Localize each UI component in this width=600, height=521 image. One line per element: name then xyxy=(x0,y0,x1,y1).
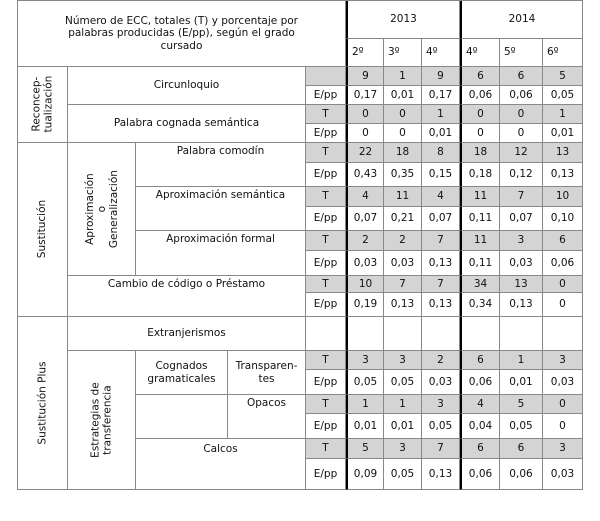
value-cell: 13 xyxy=(543,143,583,163)
value-cell: 1 xyxy=(346,395,384,414)
value-cell xyxy=(346,317,384,351)
value-cell: 11 xyxy=(460,231,500,251)
value-cell xyxy=(422,317,460,351)
value-cell: 6 xyxy=(543,231,583,251)
value-cell: 9 xyxy=(422,67,460,86)
unit-cell: T xyxy=(306,351,346,370)
value-cell: 0,13 xyxy=(384,293,422,317)
row-label: Palabra cognada semántica xyxy=(68,105,306,143)
value-cell: 0,11 xyxy=(460,207,500,231)
year-2014: 2014 xyxy=(460,1,583,39)
value-cell: 0 xyxy=(500,105,543,124)
value-cell: 0,01 xyxy=(384,86,422,105)
grade-header: 3º xyxy=(384,39,422,67)
value-cell: 0,01 xyxy=(500,370,543,395)
unit-cell: E/pp xyxy=(306,459,346,490)
row-label: Extranjerismos xyxy=(68,317,306,351)
unit-cell: T xyxy=(306,439,346,459)
value-cell: 6 xyxy=(460,351,500,370)
value-cell: 0,15 xyxy=(422,163,460,187)
value-cell: 0,17 xyxy=(422,86,460,105)
value-cell: 3 xyxy=(543,351,583,370)
value-cell: 0,07 xyxy=(422,207,460,231)
unit-cell: E/pp xyxy=(306,293,346,317)
value-cell: 3 xyxy=(500,231,543,251)
value-cell: 1 xyxy=(422,105,460,124)
value-cell: 6 xyxy=(460,439,500,459)
value-cell: 0,10 xyxy=(543,207,583,231)
row-label: Palabra comodín xyxy=(136,143,306,187)
value-cell: 1 xyxy=(500,351,543,370)
grade-header: 4º xyxy=(460,39,500,67)
value-cell: 0 xyxy=(543,414,583,439)
value-cell: 0,01 xyxy=(384,414,422,439)
value-cell: 0,13 xyxy=(422,293,460,317)
value-cell: 0,35 xyxy=(384,163,422,187)
unit-cell: T xyxy=(306,395,346,414)
value-cell: 6 xyxy=(460,67,500,86)
row-label: Transparen- tes xyxy=(228,351,306,395)
value-cell: 0 xyxy=(460,105,500,124)
value-cell: 0,06 xyxy=(460,370,500,395)
value-cell: 0,11 xyxy=(460,251,500,276)
group-substitution xyxy=(18,143,68,317)
value-cell: 10 xyxy=(543,187,583,207)
group-reconceptualization xyxy=(18,67,68,143)
unit-cell: E/pp xyxy=(306,207,346,231)
value-cell: 0 xyxy=(384,124,422,143)
value-cell: 7 xyxy=(422,439,460,459)
unit-cell: E/pp xyxy=(306,163,346,187)
value-cell xyxy=(384,317,422,351)
value-cell: 4 xyxy=(346,187,384,207)
value-cell: 0,03 xyxy=(346,251,384,276)
grade-header: 5º xyxy=(500,39,543,67)
value-cell: 0 xyxy=(346,105,384,124)
value-cell: 0,05 xyxy=(543,86,583,105)
value-cell: 22 xyxy=(346,143,384,163)
unit-cell: E/pp xyxy=(306,370,346,395)
value-cell: 0,01 xyxy=(422,124,460,143)
value-cell: 0,07 xyxy=(500,207,543,231)
row-label: Aproximación formal xyxy=(136,231,306,276)
value-cell: 0,01 xyxy=(346,414,384,439)
value-cell xyxy=(460,317,500,351)
grade-header: 6º xyxy=(543,39,583,67)
value-cell: 0,06 xyxy=(500,459,543,490)
group-substitution-plus xyxy=(18,317,68,490)
value-cell: 4 xyxy=(460,395,500,414)
unit-cell: T xyxy=(306,143,346,163)
value-cell: 9 xyxy=(346,67,384,86)
unit-cell: T xyxy=(306,105,346,124)
value-cell: 1 xyxy=(543,105,583,124)
unit-cell: E/pp xyxy=(306,251,346,276)
value-cell: 0,07 xyxy=(346,207,384,231)
value-cell: 7 xyxy=(422,276,460,293)
subgroup-transfer xyxy=(68,351,136,490)
value-cell: 1 xyxy=(384,395,422,414)
value-cell: 0,06 xyxy=(543,251,583,276)
value-cell: 34 xyxy=(460,276,500,293)
value-cell: 0,05 xyxy=(500,414,543,439)
value-cell: 3 xyxy=(384,351,422,370)
unit-cell: T xyxy=(306,231,346,251)
value-cell: 0,06 xyxy=(500,86,543,105)
value-cell: 0,04 xyxy=(460,414,500,439)
value-cell: 0,13 xyxy=(422,251,460,276)
caption-text: Número de ECC, totales (T) y porcentaje por palabras producidas (E/pp), según el grado cursado xyxy=(65,15,298,52)
value-cell: 0,21 xyxy=(384,207,422,231)
group-label: Sustitución Plus xyxy=(36,361,49,445)
value-cell: 7 xyxy=(422,231,460,251)
value-cell: 0 xyxy=(460,124,500,143)
unit-cell: E/pp xyxy=(306,86,346,105)
value-cell: 0 xyxy=(543,276,583,293)
value-cell: 4 xyxy=(422,187,460,207)
unit-cell xyxy=(306,67,346,86)
row-label: Opacos xyxy=(228,395,306,439)
value-cell: 0,12 xyxy=(500,163,543,187)
row-label: Cambio de código o Préstamo xyxy=(68,276,306,317)
value-cell: 10 xyxy=(346,276,384,293)
value-cell: 0,06 xyxy=(460,459,500,490)
value-cell: 0 xyxy=(384,105,422,124)
row-label: Aproximación semántica xyxy=(136,187,306,231)
value-cell: 13 xyxy=(500,276,543,293)
value-cell: 2 xyxy=(346,231,384,251)
value-cell: 0,06 xyxy=(460,86,500,105)
value-cell: 5 xyxy=(543,67,583,86)
value-cell: 5 xyxy=(346,439,384,459)
value-cell: 18 xyxy=(460,143,500,163)
value-cell: 0,34 xyxy=(460,293,500,317)
value-cell: 2 xyxy=(384,231,422,251)
value-cell: 6 xyxy=(500,439,543,459)
value-cell xyxy=(500,317,543,351)
row-label: Cognados gramaticales xyxy=(136,351,228,395)
row-label: Circunloquio xyxy=(68,67,306,105)
unit-cell xyxy=(306,317,346,351)
row-label-spacer xyxy=(136,395,228,439)
value-cell: 0,13 xyxy=(500,293,543,317)
value-cell: 11 xyxy=(384,187,422,207)
value-cell: 0,05 xyxy=(384,370,422,395)
value-cell: 3 xyxy=(346,351,384,370)
value-cell: 0,03 xyxy=(384,251,422,276)
value-cell: 7 xyxy=(500,187,543,207)
value-cell: 2 xyxy=(422,351,460,370)
grade-header: 4º xyxy=(422,39,460,67)
value-cell: 6 xyxy=(500,67,543,86)
value-cell: 0,01 xyxy=(543,124,583,143)
table-caption xyxy=(18,1,346,67)
subgroup-approximation xyxy=(68,143,136,276)
value-cell xyxy=(543,317,583,351)
unit-cell: E/pp xyxy=(306,124,346,143)
data-table xyxy=(17,0,583,490)
value-cell: 0,13 xyxy=(422,459,460,490)
value-cell: 0,03 xyxy=(543,459,583,490)
year-2013: 2013 xyxy=(346,1,460,39)
value-cell: 1 xyxy=(384,67,422,86)
value-cell: 0,18 xyxy=(460,163,500,187)
value-cell: 3 xyxy=(384,439,422,459)
group-label: Sustitución xyxy=(36,200,49,259)
grade-header: 2º xyxy=(346,39,384,67)
group-label: Reconcep- tualización xyxy=(30,76,55,133)
value-cell: 0 xyxy=(543,293,583,317)
value-cell: 3 xyxy=(543,439,583,459)
value-cell: 0 xyxy=(346,124,384,143)
value-cell: 0,03 xyxy=(422,370,460,395)
unit-cell: T xyxy=(306,187,346,207)
value-cell: 0,17 xyxy=(346,86,384,105)
value-cell: 8 xyxy=(422,143,460,163)
value-cell: 7 xyxy=(384,276,422,293)
value-cell: 0,09 xyxy=(346,459,384,490)
value-cell: 0,05 xyxy=(422,414,460,439)
value-cell: 18 xyxy=(384,143,422,163)
unit-cell: E/pp xyxy=(306,414,346,439)
value-cell: 12 xyxy=(500,143,543,163)
value-cell: 5 xyxy=(500,395,543,414)
value-cell: 0,03 xyxy=(543,370,583,395)
value-cell: 0 xyxy=(543,395,583,414)
value-cell: 0,43 xyxy=(346,163,384,187)
subgroup-label: Estrategias de transferencia xyxy=(89,382,114,458)
subgroup-label: Aproximación o Generalización xyxy=(83,169,120,249)
value-cell: 0,05 xyxy=(384,459,422,490)
value-cell: 3 xyxy=(422,395,460,414)
value-cell: 11 xyxy=(460,187,500,207)
unit-cell: T xyxy=(306,276,346,293)
value-cell: 0 xyxy=(500,124,543,143)
value-cell: 0,19 xyxy=(346,293,384,317)
value-cell: 0,13 xyxy=(543,163,583,187)
value-cell: 0,03 xyxy=(500,251,543,276)
row-label: Calcos xyxy=(136,439,306,490)
value-cell: 0,05 xyxy=(346,370,384,395)
